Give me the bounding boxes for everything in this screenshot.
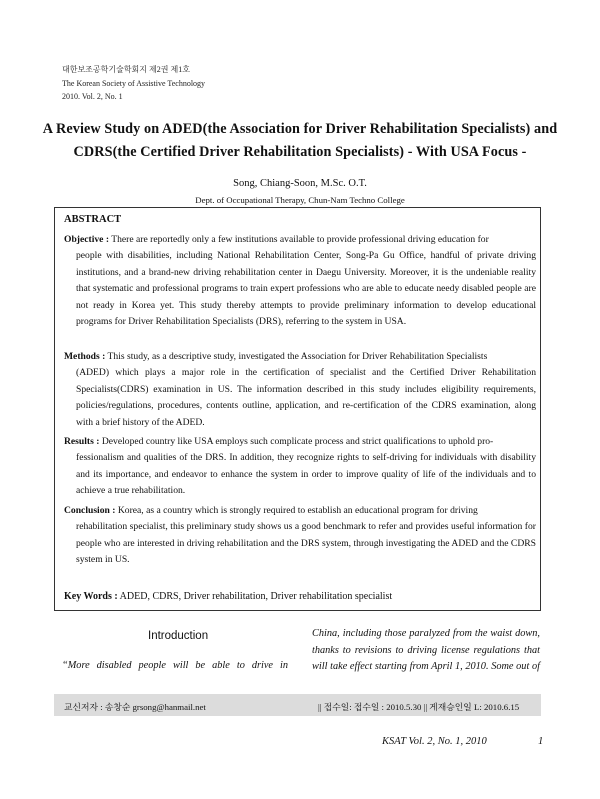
corresponding-author: 교신저자 : 송창순 grsong@hanmail.net (64, 702, 206, 712)
journal-english-name: The Korean Society of Assistive Technology (62, 79, 206, 88)
paper-title-line-1: A Review Study on ADED(the Association for Driver Rehabilitation Specialists) and (42, 121, 558, 137)
author: Song, Chiang-Soon, M.Sc. O.T. (233, 178, 367, 189)
results-label: Results : (64, 436, 100, 447)
introduction-right-line-1: China, including those paralyzed from the waist down, (312, 628, 540, 639)
paper-title-line-2: CDRS(the Certified Driver Rehabilitation Specialists) - With USA Focus - (73, 144, 527, 160)
journal-issue: 2010. Vol. 2, No. 1 (62, 92, 123, 101)
introduction-left-text: “More disabled people will be able to drive in (62, 660, 288, 671)
paper-title (40, 118, 560, 164)
page-footer-journal: KSAT Vol. 2, No. 1, 2010 (382, 736, 487, 747)
conclusion-label: Conclusion : (64, 505, 116, 516)
page-number: 1 (538, 736, 544, 747)
objective-first-line: There are reportedly only a few institutions available to provide professional driving education for (111, 234, 489, 245)
introduction-right-line-2: thanks to revisions to driving license regulations that (312, 644, 540, 656)
introduction-right-line-3: will take effect starting from April 1, 2010. Some out of (312, 661, 540, 672)
results-text: fessionalism and qualities of the DRS. In addition, they recognize rights to self-driving for individuals with disability and its importance, and endeavor to enhance the system in order to improve quality of life of the individuals and to achieve a true rehabilitation. (76, 452, 536, 497)
conclusion-first-line: Korea, as a country which is strongly required to establish an educational program for driving (117, 505, 478, 516)
received-dates: || 접수일: 접수일 : 2010.5.30 || 게재승인일 L: 2010.6.15 (318, 702, 520, 712)
objective-text: people with disabilities, including National Rehabilitation Center, Song-Pa Gu Office, handful of private driving institutions, and a brand-new driving rehabilitation center in Daegu University. Moreover, it is the undeniable reality that systematic and professional programs to train expert professions who are able to educate needy disabled people are not ready in Korea yet. This study thereby attempts to provide preliminary information to develop educational programs for Driver Rehabilitation Specialists (DRS), referring to the system in USA. (76, 250, 536, 328)
abstract-heading: ABSTRACT (64, 214, 122, 225)
keywords (64, 591, 392, 602)
objective-label: Objective : (64, 234, 110, 245)
abstract-conclusion (64, 503, 536, 569)
affiliation: Dept. of Occupational Therapy, Chun-Nam Techno College (195, 195, 405, 205)
introduction-heading: Introduction (148, 630, 209, 642)
methods-label: Methods : (64, 351, 106, 362)
abstract-methods (64, 349, 536, 431)
methods-first-line: This study, as a descriptive study, investigated the Association for Driver Rehabilitation Specialists (107, 351, 488, 362)
keywords-label: Key Words : (64, 591, 118, 602)
abstract-objective (64, 232, 536, 330)
abstract-results (64, 434, 536, 500)
methods-text: (ADED) which plays a major role in the certification of specialist and the Certified Driver Rehabilitation Specialists(CDRS) examination in US. The information described in this study includes eligibility requirements, policies/regulations, procedures, contents outline, application, and re-certification of the CDRS examination, along with a brief history of the ADED. (76, 367, 536, 428)
journal-korean-name: 대한보조공학기술학회지 제2권 제1호 (62, 65, 190, 74)
keywords-text: ADED, CDRS, Driver rehabilitation, Driver rehabilitation specialist (119, 591, 393, 602)
conclusion-text: rehabilitation specialist, this preliminary study shows us a good benchmark to refer and provides useful information for people who are interested in driving rehabilitation and the DRS system, through investigating the ADED and the CDRS system in US. (76, 521, 536, 566)
introduction-right-text (312, 626, 540, 676)
results-first-line: Developed country like USA employs such complicate process and strict qualifications to uphold pro- (101, 436, 494, 447)
